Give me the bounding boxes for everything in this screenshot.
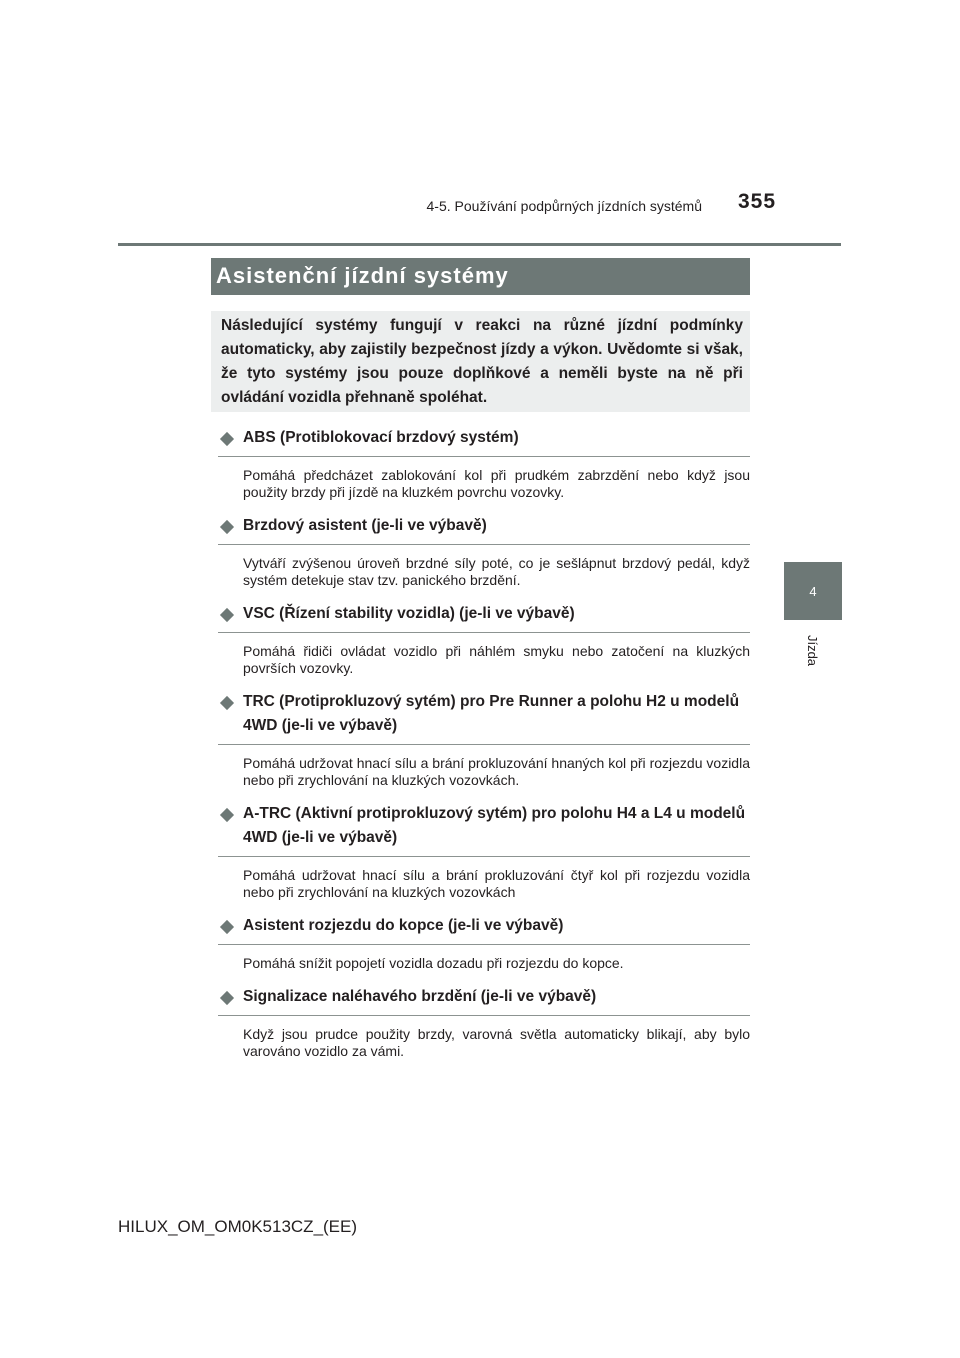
- system-description: Vytváří zvýšenou úroveň brzdné síly poté, co je sešlápnut brzdový pedál, když systém detekuje stav tzv. panického brzdění.: [243, 555, 750, 588]
- system-heading: [218, 426, 750, 457]
- system-heading: [218, 690, 750, 745]
- page-title: Asistenční jízdní systémy: [216, 263, 509, 288]
- chapter-title: Jízda: [805, 634, 821, 666]
- system-item-emergency-brake-signal: [218, 985, 750, 1060]
- chapter-title-vertical: [758, 620, 868, 680]
- system-heading: [218, 602, 750, 633]
- diamond-bullet-icon: [219, 695, 235, 711]
- intro-box: [211, 311, 750, 412]
- system-heading-text: TRC (Protiprokluzový sytém) pro Pre Runner a polohu H2 u modelů 4WD (je-li ve výbavě): [243, 693, 740, 734]
- system-description: Když jsou prudce použity brzdy, varovná světla automaticky blikají, aby bylo varováno vozidlo za vámi.: [243, 1026, 750, 1059]
- chapter-number-tab: [784, 562, 842, 620]
- system-description: Pomáhá řidiči ovládat vozidlo při náhlém smyku nebo zatočení na kluzkých površích vozovky.: [243, 643, 750, 676]
- system-description: Pomáhá předcházet zablokování kol při prudkém zabrzdění nebo když jsou použity brzdy při jízdě na kluzkém povrchu vozovky.: [243, 467, 750, 500]
- system-heading: [218, 914, 750, 945]
- page-title-bar: [211, 258, 750, 295]
- system-heading-text: Signalizace naléhavého brzdění (je-li ve výbavě): [243, 988, 597, 1005]
- system-item-abs: [218, 426, 750, 501]
- diamond-bullet-icon: [219, 990, 235, 1006]
- system-item-a-trc: [218, 802, 750, 901]
- system-item-trc: [218, 690, 750, 789]
- diamond-bullet-icon: [219, 807, 235, 823]
- system-heading: [218, 514, 750, 545]
- page-number: 355: [738, 190, 777, 213]
- system-item-brake-assist: [218, 514, 750, 589]
- diamond-bullet-icon: [219, 919, 235, 935]
- system-item-hill-start-assist: [218, 914, 750, 972]
- chapter-number: 4: [809, 583, 817, 599]
- system-heading-text: ABS (Protiblokovací brzdový systém): [243, 429, 519, 446]
- system-heading-text: A-TRC (Aktivní protiprokluzový sytém) pro polohu H4 a L4 u modelů 4WD (je-li ve výbavě): [243, 805, 746, 846]
- system-heading-text: VSC (Řízení stability vozidla) (je-li ve výbavě): [243, 605, 575, 622]
- footer-model-code: HILUX_OM_OM0K513CZ_(EE): [118, 1217, 358, 1236]
- section-header: 4-5. Používání podpůrných jízdních systémů: [426, 198, 702, 214]
- system-heading: [218, 802, 750, 857]
- system-description: Pomáhá snížit popojetí vozidla dozadu při rozjezdu do kopce.: [243, 955, 624, 971]
- diamond-bullet-icon: [219, 431, 235, 447]
- system-heading-text: Brzdový asistent (je-li ve výbavě): [243, 517, 487, 534]
- diamond-bullet-icon: [219, 607, 235, 623]
- system-item-vsc: [218, 602, 750, 677]
- system-heading-text: Asistent rozjezdu do kopce (je-li ve výbavě): [243, 917, 564, 934]
- intro-text: Následující systémy fungují v reakci na různé jízdní podmínky automaticky, aby zajistily bezpečnost jízdy a výkon. Uvědomte si však, že tyto systémy jsou pouze doplňkové a neměli byste na ně při ovládání vozidla přehnaně spoléhat.: [221, 317, 743, 406]
- systems-list: [218, 426, 750, 1073]
- system-description: Pomáhá udržovat hnací sílu a brání prokluzování čtyř kol při rozjezdu vozidla nebo při zrychlování na kluzkých vozovkách: [243, 867, 750, 900]
- system-description: Pomáhá udržovat hnací sílu a brání prokluzování hnaných kol při rozjezdu vozidla nebo při zrychlování na kluzkých vozovkách.: [243, 755, 750, 788]
- system-heading: [218, 985, 750, 1016]
- diamond-bullet-icon: [219, 519, 235, 535]
- header-divider: [118, 243, 841, 246]
